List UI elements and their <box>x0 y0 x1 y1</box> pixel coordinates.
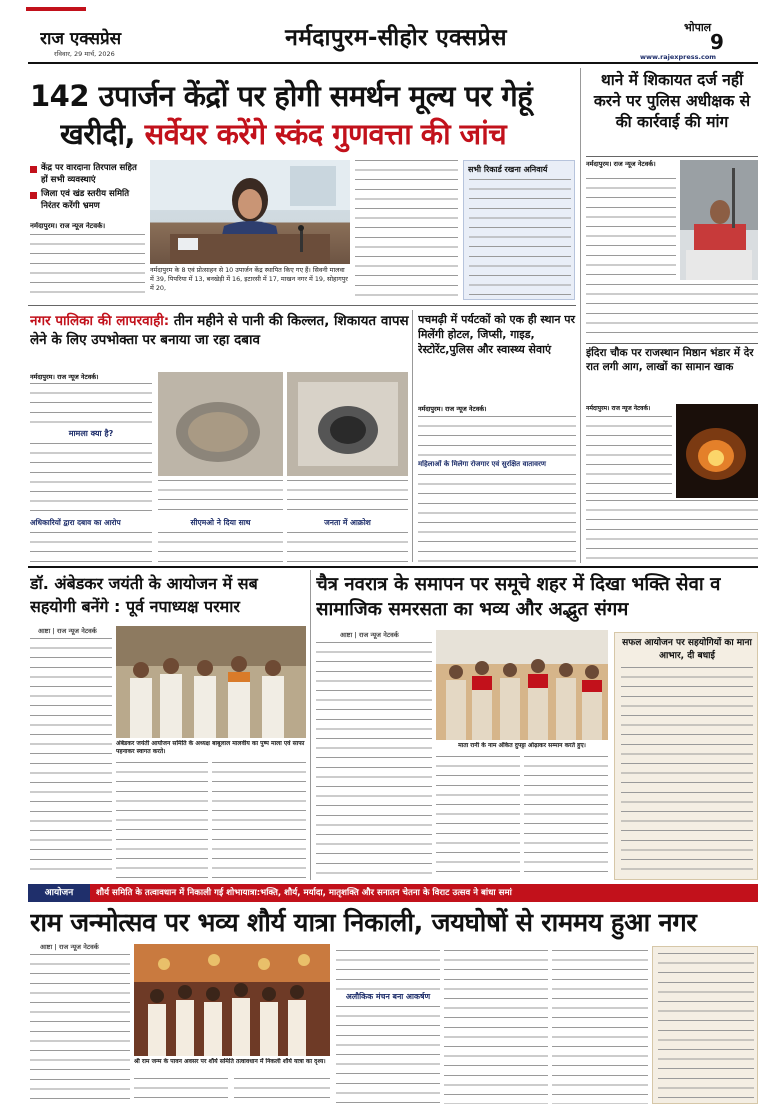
police-text-top <box>586 178 676 282</box>
lead-headline-1: 142 उपार्जन केंद्रों पर होगी समर्थन मूल्य पर गेहूं <box>30 79 533 113</box>
lead-photo <box>150 160 350 264</box>
issue-date: रविवार, 29 मार्च, 2026 <box>54 50 115 58</box>
municipal-text-1 <box>30 383 152 425</box>
municipal-text-4 <box>30 532 152 562</box>
indore-dateline: नर्मदापुरम। राज न्यूज नेटवर्क। <box>586 405 651 412</box>
municipal-headline <box>30 312 410 370</box>
indore-photo <box>676 404 758 498</box>
navratri-photo-caption: माता रानी के नाम अंकित दुपट्टा ओढ़ाकर सम्मान करते हुए। <box>458 742 586 749</box>
municipal-headline-black: तीन महीने से पानी की किल्लत, शिकायत वापस लेने के लिए उपभोक्ता पर बनाया जा रहा दबाव <box>30 313 409 348</box>
lead-bullet-text: केंद्र पर वारदाना तिरपाल सहित हों सभी व्यवस्थाएं <box>41 163 137 185</box>
edition-city: भोपाल <box>684 21 712 34</box>
indore-rule <box>586 343 758 344</box>
ambedkar-headline: डॉ. अंबेडकर जयंती के आयोजन में सब सहयोगी बनेंगे : पूर्व नपाध्यक्ष परमार <box>30 574 258 616</box>
tourism-text-1 <box>418 416 576 458</box>
lead-bullet <box>30 162 145 186</box>
tourism-sub-1: महिलाओं के मिलेगा रोजगार एवं सुरक्षित वातावरण <box>418 460 546 468</box>
indore-text-a <box>586 416 672 498</box>
ambedkar-text-3 <box>212 762 306 878</box>
event-sub-1: अलौकिक मंचन बना आकर्षण <box>345 992 431 1001</box>
navratri-byline: आष्टा | राज न्यूज नेटवर्क <box>340 631 399 639</box>
event-banner <box>28 884 758 902</box>
navratri-headline: चैत्र नवरात्र के समापन पर समूचे शहर में दिखा भक्ति सेवा व सामाजिक समरसता का भव्य और अद्भुत संगम <box>316 574 721 620</box>
tourism-divider <box>412 310 413 562</box>
brand-logo: राज एक्सप्रेस <box>40 29 122 48</box>
event-byline: आष्टा | राज न्यूज नेटवर्क <box>40 943 99 951</box>
event-text-7 <box>552 950 648 1104</box>
municipal-text-3 <box>158 480 283 514</box>
lead-bullets <box>30 162 145 218</box>
thanks-box <box>614 632 758 880</box>
tourism-text-2 <box>418 474 576 562</box>
navratri-text-2 <box>436 756 520 878</box>
tourism-headline: पचमढ़ी में पर्यटकों को एक ही स्थान पर मिलेंगी होटल, जिप्सी, गाइड, रेस्टोरेंट,पुलिस और स्वास्थ्य सेवाएं <box>418 313 576 356</box>
bullet-square-icon <box>30 166 37 173</box>
section-title: नर्मदापुरम-सीहोर एक्सप्रेस <box>285 25 507 51</box>
event-text-4 <box>336 950 440 990</box>
lead-headline-2 <box>60 114 570 156</box>
thanks-text <box>621 667 753 875</box>
event-text-3 <box>234 1078 330 1104</box>
event-photo <box>134 944 330 1056</box>
masthead <box>0 0 778 64</box>
navratri-photo <box>436 630 608 740</box>
municipal-text-5 <box>158 532 283 562</box>
ambedkar-text-2 <box>116 762 208 878</box>
page-number: 9 <box>710 30 724 52</box>
lead-column-1-text <box>30 234 145 300</box>
thanks-title: सफल आयोजन पर सहयोगियों का माना आभार, दी बधाई <box>622 638 752 661</box>
mid-rule <box>28 566 758 568</box>
section-rule <box>28 305 576 306</box>
masthead-rule <box>28 62 758 64</box>
lead-column-3-text <box>355 160 458 300</box>
records-box <box>463 160 575 300</box>
event-text-6 <box>444 950 548 1104</box>
event-headline: राम जन्मोत्सव पर भव्य शौर्य यात्रा निकाली, जयघोषों से राममय हुआ नगर <box>30 908 697 938</box>
records-title: सभी रिकार्ड रखना अनिवार्य <box>468 165 548 174</box>
navratri-text-1 <box>316 642 432 878</box>
police-headline: थाने में शिकायत दर्ज नहीं करने पर पुलिस अधीक्षक से की कार्रवाई की मांग <box>593 71 751 131</box>
police-text-bottom <box>586 284 758 340</box>
records-text <box>469 179 571 297</box>
municipal-sub-2: अधिकारियों द्वारा दबाव का आरोप <box>30 518 121 527</box>
lead-photo-caption: नर्मदापुरम के 8 एवं प्रोत्साहन से 10 उपार्जन केंद्र स्थापित किए गए हैं। सिवनी मालवा में 39, पिपरिया में 13, बनखेड़ी में 16, इटारसी में 17, माखन नगर में 19, सोहागपुर में 20, <box>150 266 348 292</box>
ambedkar-text-1 <box>30 638 112 878</box>
municipal-text-7 <box>287 532 408 562</box>
lead-bullet-text: जिला एवं खंड स्तरीय समिति निरंतर करेंगी भ्रमण <box>41 189 130 211</box>
event-photo-caption: श्री राम जन्म के पावन अवसर पर शौर्य समिति तत्वावधान में निकली शौर्य यात्रा का दृश्य। <box>134 1058 326 1065</box>
municipal-sub-1: मामला क्या है? <box>68 429 114 438</box>
municipal-photo <box>158 372 408 476</box>
police-dateline: नर्मदापुरम। राज न्यूज नेटवर्क। <box>586 160 656 168</box>
police-rule <box>586 156 758 157</box>
column-divider <box>580 68 581 563</box>
ambedkar-photo-caption: अंबेडकर जयंती आयोजन समिति के अध्यक्ष बाबूलाल मालवीय का पुष्प माला एवं साफा पहनाकर स्वागत करते। <box>116 740 305 755</box>
navratri-divider <box>310 570 311 880</box>
event-text-2 <box>134 1078 228 1104</box>
website-url: www.rajexpress.com <box>640 53 717 61</box>
ambedkar-byline: आष्टा | राज न्यूज नेटवर्क <box>38 627 97 635</box>
event-kicker: शौर्य समिति के तत्वावधान में निकाली गई शोभायात्रा:भक्ति, शौर्य, मर्यादा, मातृशक्ति और सनातन चेतना के विराट उत्सव ने बांधा समां <box>96 888 512 898</box>
event-text-1 <box>30 954 130 1104</box>
tourism-dateline: नर्मदापुरम। राज न्यूज नेटवर्क। <box>418 405 487 413</box>
lead-bullet <box>30 188 145 212</box>
lead-headline-2-black: खरीदी, <box>60 117 145 151</box>
indore-headline: इंदिरा चौक पर राजस्थान मिष्ठान भंडार में देर रात लगी आग, लाखों का सामान खाक <box>586 347 754 373</box>
municipal-text-2 <box>30 443 152 515</box>
bullet-square-icon <box>30 192 37 199</box>
municipal-sub-3: सीएमओ ने दिया साथ <box>190 518 251 527</box>
municipal-dateline: नर्मदापुरम। राज न्यूज नेटवर्क। <box>30 373 99 381</box>
event-tag: आयोजन <box>28 884 90 902</box>
indore-text-b <box>586 500 758 562</box>
municipal-sub-4: जनता में आक्रोश <box>324 518 371 527</box>
municipal-headline-red: नगर पालिका की लापरवाही: <box>30 313 174 329</box>
navratri-text-3 <box>524 756 608 878</box>
ambedkar-photo <box>116 626 306 738</box>
police-photo <box>680 160 758 280</box>
event-sidebar <box>652 946 758 1104</box>
event-text-5 <box>336 1006 440 1104</box>
lead-headline-2-red: सर्वेयर करेंगे स्कंद गुणवत्ता की जांच <box>144 117 507 151</box>
color-bar <box>26 7 86 11</box>
event-sidebar-text <box>658 953 754 1099</box>
lead-dateline: नर्मदापुरम। राज न्यूज नेटवर्क। <box>30 222 106 230</box>
municipal-text-6 <box>287 480 408 514</box>
